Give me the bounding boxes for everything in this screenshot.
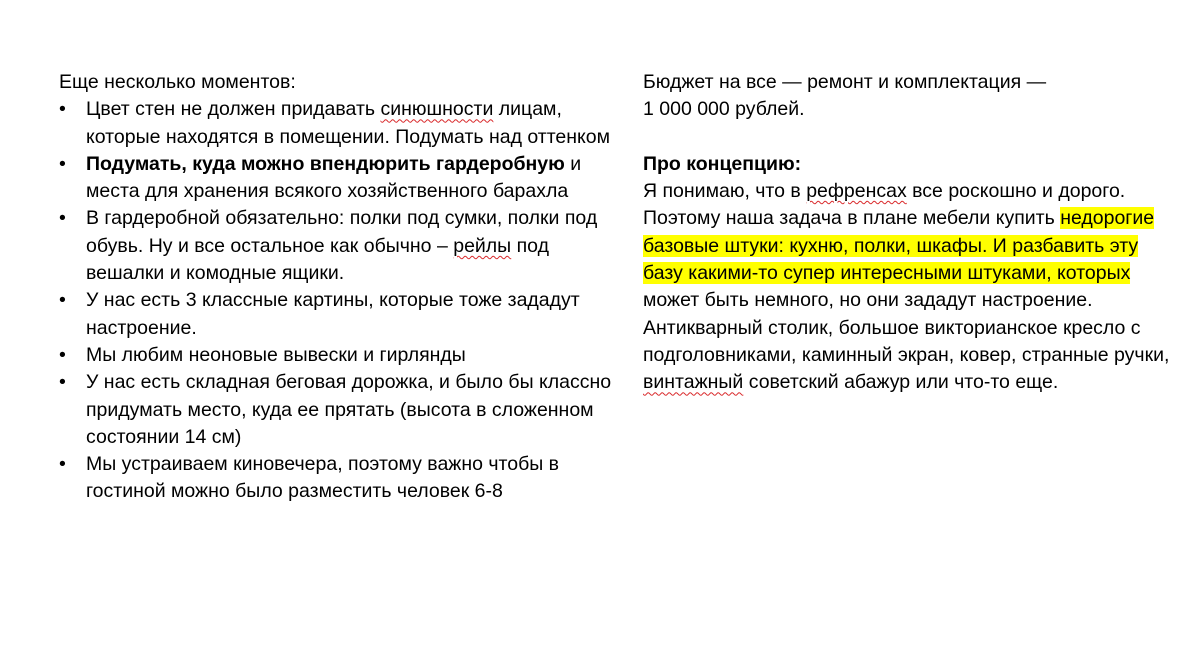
bold-text: Подумать, куда можно впендюрить гардеробную — [86, 152, 565, 175]
paragraph-text: может быть немного, но они зададут настроение. Антикварный столик, большое викторианское кресло с подголовниками, каминный экран, ковер, странные ручки, — [643, 289, 1170, 366]
list-item — [59, 96, 619, 151]
spellcheck-word[interactable]: рефренсах — [806, 180, 907, 203]
spellcheck-word[interactable]: рейлы — [453, 234, 512, 257]
list-item-text: под вешалки и комодные ящики. — [86, 234, 549, 285]
budget-line: Бюджет на все — ремонт и комплектация — — [643, 71, 1047, 93]
concept-heading: Про концепцию: — [643, 152, 802, 175]
list-item-text: Мы любим неоновые вывески и гирлянды — [86, 343, 466, 366]
list-item — [59, 451, 619, 506]
list-item-text: В гардеробной обязательно: полки под сумки, полки под обувь. Ну и все остальное как обычно – — [86, 207, 598, 257]
list-item — [59, 287, 619, 342]
right-column — [643, 69, 1173, 397]
budget-amount: 1 000 000 рублей. — [643, 98, 805, 121]
list-item — [59, 342, 619, 369]
list-item-text: Цвет стен не должен придавать — [86, 98, 381, 121]
highlighted-text: недорогие базовые штуки: кухню, полки, шкафы. И разбавить эту базу какими-то супер интересными штуками, которых — [643, 207, 1155, 285]
spellcheck-word[interactable]: винтажный — [643, 371, 744, 394]
list-item-text: Мы устраиваем киновечера, поэтому важно чтобы в гостиной можно было разместить человек 6-8 — [86, 453, 560, 503]
paragraph-spacer — [643, 124, 1173, 151]
list-item-text: и места для хранения всякого хозяйственного барахла — [86, 152, 582, 203]
requirements-list — [59, 96, 619, 505]
paragraph-text: Я понимаю, что в — [643, 180, 807, 203]
left-column — [59, 69, 619, 506]
list-item — [59, 369, 619, 451]
left-heading: Еще несколько моментов: — [59, 71, 296, 93]
list-item-text: лицам, которые находятся в помещении. Подумать над оттенком — [86, 98, 611, 148]
concept-paragraph — [643, 178, 1173, 396]
list-item-text: У нас есть складная беговая дорожка, и было бы классно придумать место, куда ее прятать (высота в сложенном состоянии 14 см) — [86, 371, 612, 448]
spellcheck-word[interactable]: синюшности — [380, 98, 494, 121]
list-item-text: У нас есть 3 классные картины, которые тоже зададут настроение. — [86, 289, 580, 339]
paragraph-text: советский абажур или что-то еще. — [743, 371, 1059, 394]
list-item — [59, 151, 619, 206]
paragraph-text: все роскошно и дорого. Поэтому наша задача в плане мебели купить — [643, 180, 1126, 230]
list-item — [59, 205, 619, 287]
